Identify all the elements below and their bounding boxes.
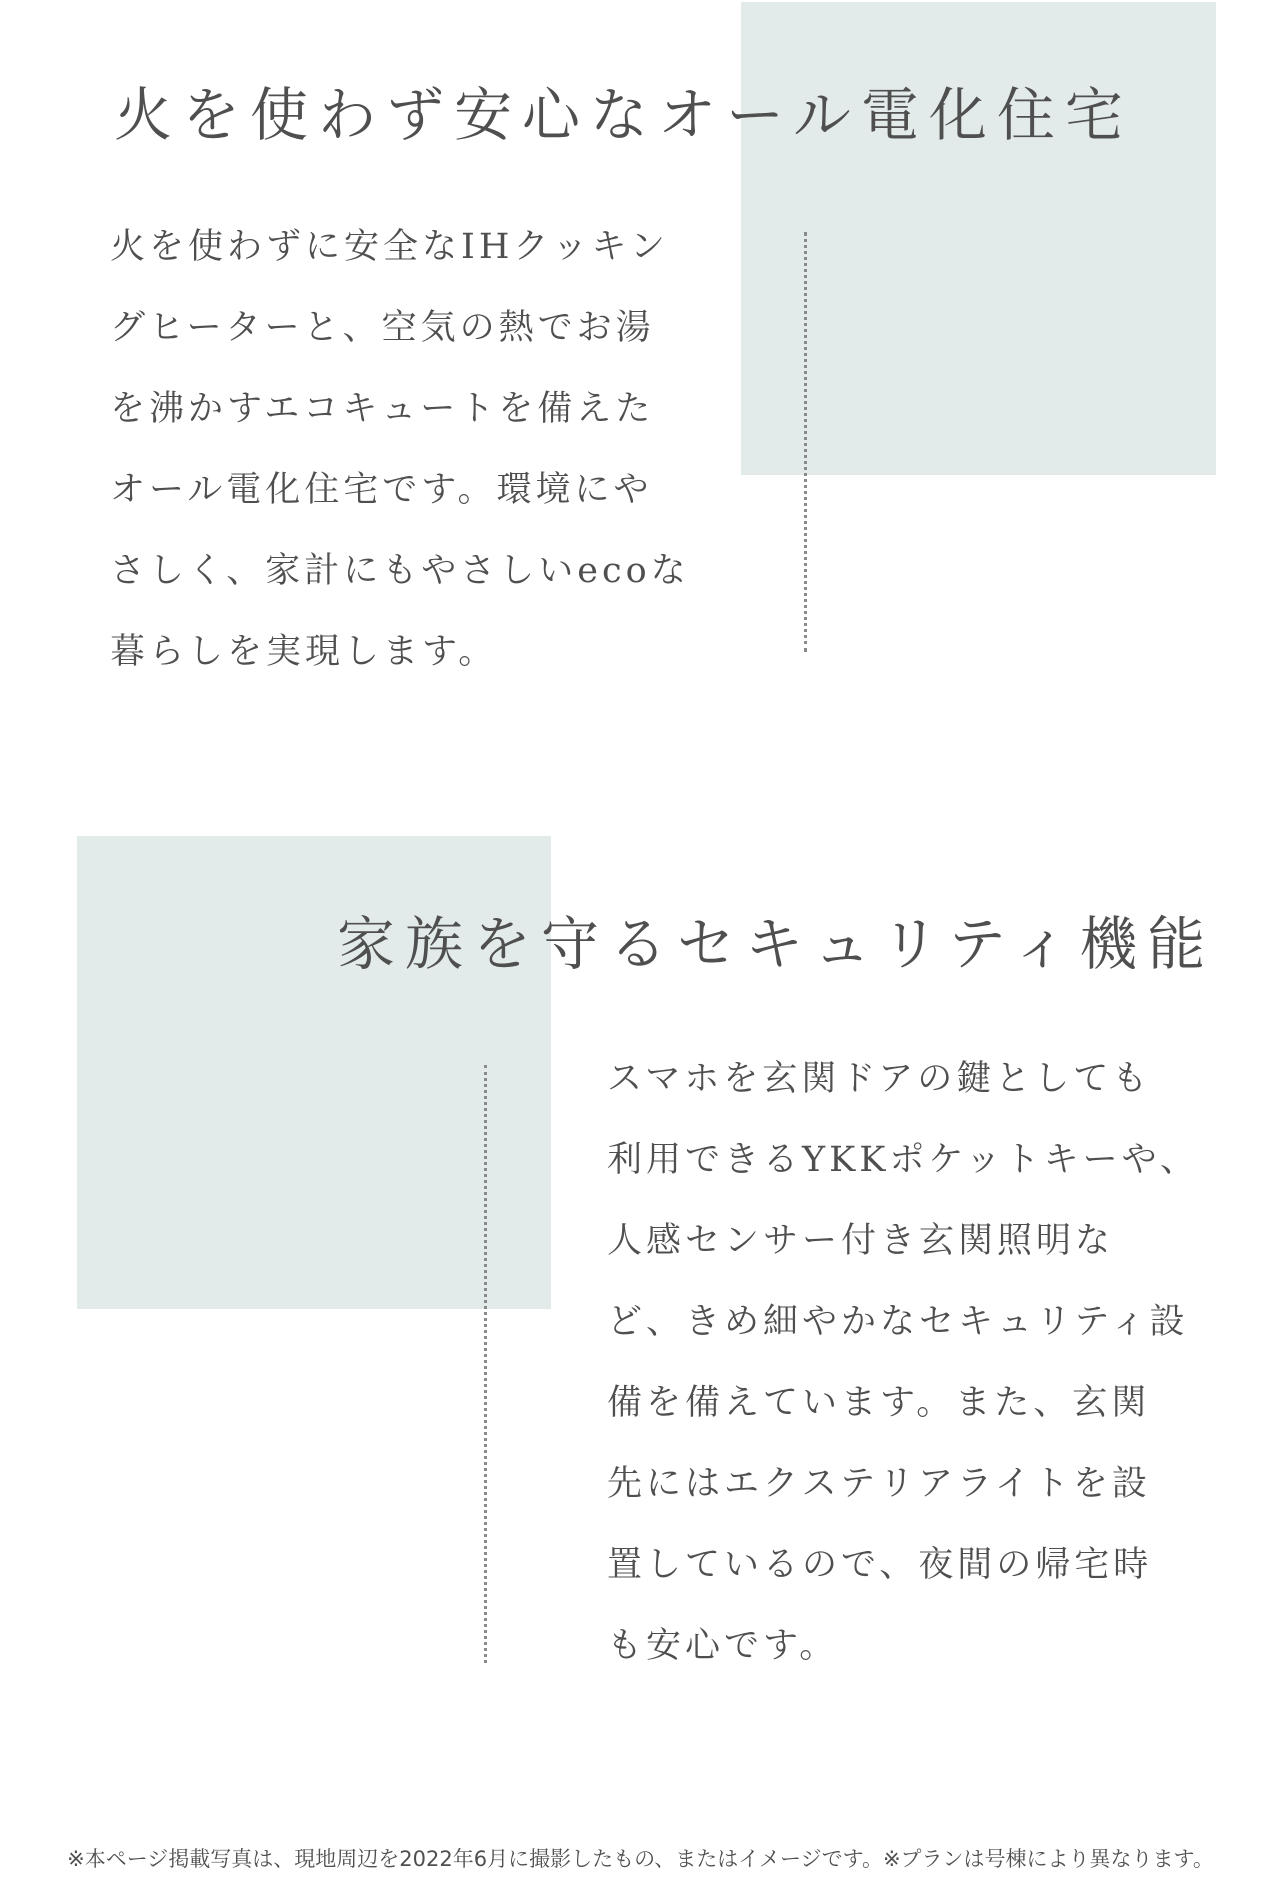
page-footnote: ※本ページ掲載写真は、現地周辺を2022年6月に撮影したもの、またはイメージです。※プランは号棟により異なります。 bbox=[67, 1847, 1214, 1871]
section2-body-line: 備を備えています。また、玄関 bbox=[607, 1383, 1151, 1423]
section1-body-line: 暮らしを実現します。 bbox=[110, 632, 498, 672]
section2-accent-block bbox=[77, 836, 551, 1309]
section2-body-line: 人感センサー付き玄関照明な bbox=[607, 1221, 1115, 1261]
section2-body-line: ど、きめ細やかなセキュリティ設 bbox=[607, 1302, 1189, 1342]
section1-body-line: を沸かすエコキュートを備えた bbox=[110, 389, 655, 429]
section2-title: 家族を守るセキュリティ機能 bbox=[337, 910, 1216, 978]
section2-body-line: 先にはエクステリアライトを設 bbox=[607, 1464, 1151, 1504]
section2-body bbox=[607, 1039, 1199, 1687]
section2-body-line: スマホを玄関ドアの鍵としても bbox=[607, 1059, 1152, 1099]
section1-title: 火を使わず安心なオール電化住宅 bbox=[114, 81, 1133, 149]
section2-dotted-divider bbox=[484, 1065, 487, 1663]
section1-dotted-divider bbox=[804, 232, 807, 652]
section2-body-line: 利用できるYKKポケットキーや、 bbox=[607, 1140, 1199, 1180]
section2-body-line: も安心です。 bbox=[607, 1626, 839, 1666]
section1-body bbox=[110, 207, 690, 693]
section1-body-line: グヒーターと、空気の熱でお湯 bbox=[110, 308, 655, 348]
section1-body-line: オール電化住宅です。環境にや bbox=[110, 470, 653, 510]
section1-body-line: さしく、家計にもやさしいecoな bbox=[110, 551, 690, 591]
section1-accent-block bbox=[741, 2, 1216, 475]
section2-body-line: 置しているので、夜間の帰宅時 bbox=[607, 1545, 1153, 1585]
section1-body-line: 火を使わずに安全なIHクッキン bbox=[110, 227, 669, 267]
